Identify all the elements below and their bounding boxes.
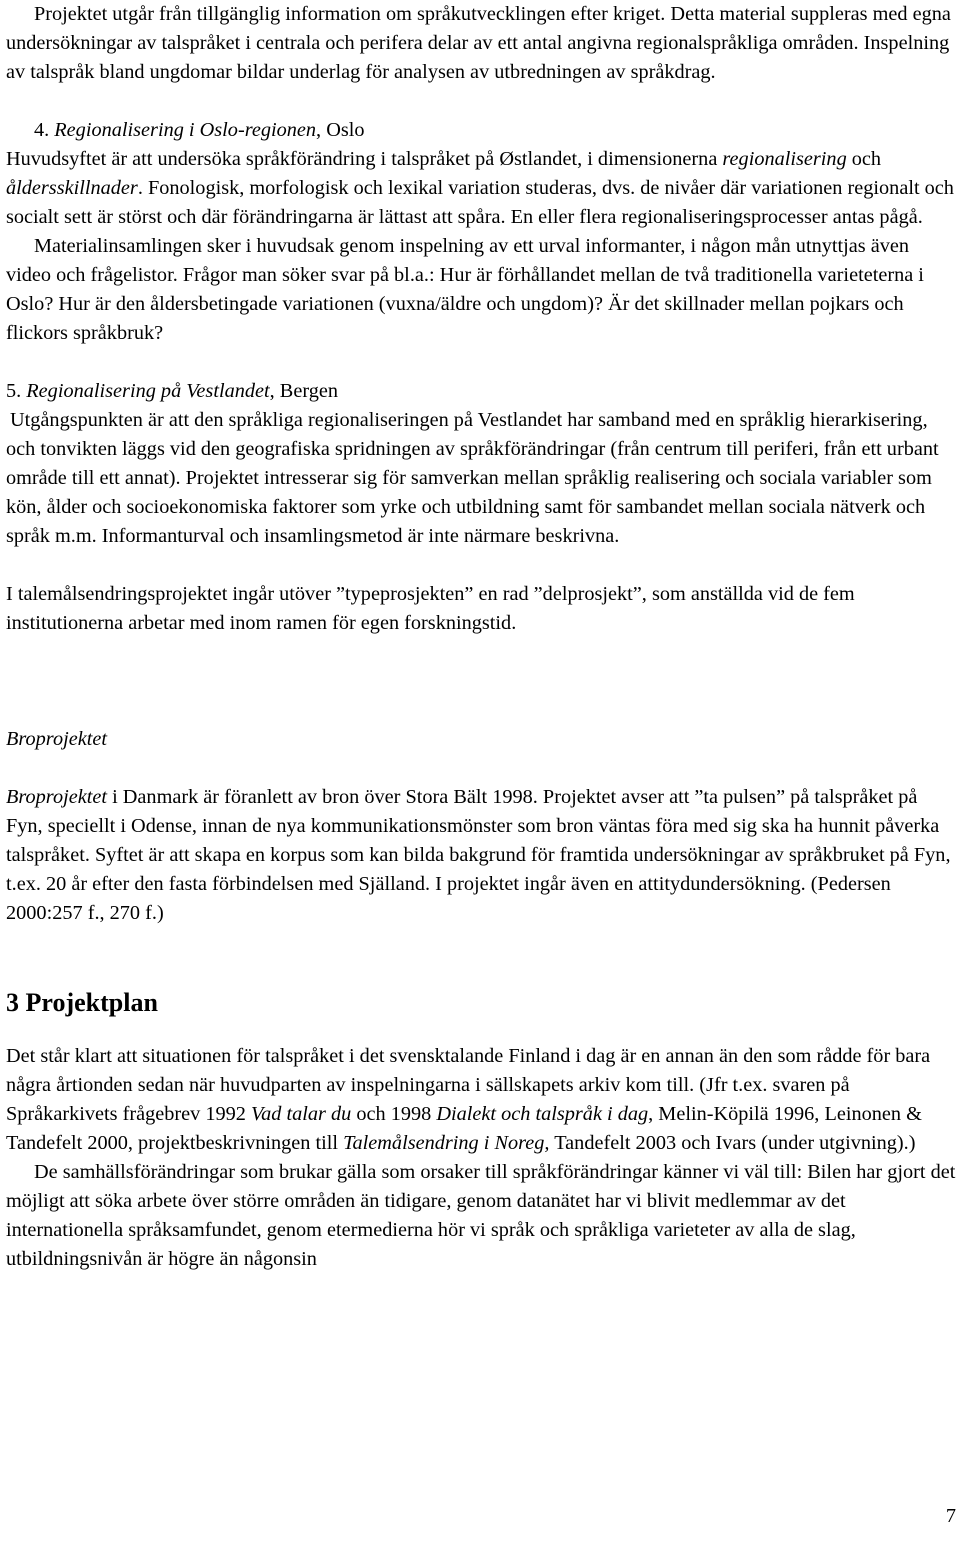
item-4-number: 4. — [34, 119, 50, 141]
section-3-paragraph-2: De samhällsförändringar som brukar gälla som orsaker till språkförändringar känner vi väl till: Bilen har gjort det möjligt att söka arbete över större områden än tidigare, genom datanätet har vi blivit medlemmar av det internationella språksamfundet, genom etermedierna hör vi språk och språkliga varieteter av alla de slag, utbildningsnivån är högre än någonsin — [6, 1161, 956, 1270]
item-5-number: 5. — [6, 380, 22, 402]
broprojektet-paragraph: Broprojektet i Danmark är föranlett av bron över Stora Bält 1998. Projektet avser att ”ta pulsen” på talspråket på Fyn, speciellt i Odense, innan de nya kommunikationsmönster som bron väntas föra med sig ska ha hunnit påverka talspråket. Syftet är att skapa en korpus som kan bilda bakgrund för framtida undersökningar av språkbruket på Fyn, t.ex. 20 år efter den fasta förbindelsen med Själland. I projektet ingår även en attitydundersökning. (Pedersen 2000:257 f., 270 f.) — [6, 786, 951, 924]
item-5-paragraph: Utgångspunkten är att den språkliga regionaliseringen på Vestlandet har samband med en språklig hierarkisering, och tonvikten läggs vid den geografiska spridningen av språkförändringar (från centrum till periferi, från ett urbant område till ett annat). Projektet intresserar sig för samverkan mellan språklig realisering och sociala variabler som kön, ålder och socioekonomiska faktorer som yrke och utbildning samt för sambandet mellan sociala nätverk och språk m.m. Informanturval och insamlingsmetod är inte närmare beskrivna. — [6, 409, 939, 547]
item-4-paragraph-2: Materialinsamlingen sker i huvudsak genom inspelning av ett urval informanter, i någon mån utnyttjas även video och frågelistor. Frågor man söker svar på bl.a.: Hur är förhållandet mellan de två traditionella varieteterna i Oslo? Hur är den åldersbetingade variationen (vuxna/äldre och ungdom)? Är det skillnader mellan pojkars och flickors språkbruk? — [6, 235, 924, 344]
item-4-paragraph-1: Huvudsyftet är att undersöka språkförändring i talspråket på Østlandet, i dimensionerna regionalisering och åldersskillnader. Fonologisk, morfologisk och lexikal variation studeras, dvs. de nivåer där variationen regionalt och socialt sett är störst och där förändringarna är lättast att spåra. En eller flera regionaliseringsprocesser antas pågå. — [6, 148, 954, 228]
talemal-paragraph: I talemålsendringsprojektet ingår utöver ”typeprosjekten” en rad ”delprosjekt”, som anställda vid de fem institutionerna arbetar med inom ramen för egen forskningstid. — [6, 583, 855, 634]
intro-paragraph: Projektet utgår från tillgänglig information om språkutvecklingen efter kriget. Detta material suppleras med egna undersökningar av talspråket i centrala och perifera delar av ett antal angivna regionalspråkliga områden. Inspelning av talspråk bland ungdomar bildar underlag för analysen av utbredningen av språkdrag. — [6, 3, 951, 83]
item-4-title: Regionalisering i Oslo-regionen — [54, 119, 317, 141]
broprojektet-heading: Broprojektet — [6, 728, 107, 750]
item-5-place: , Bergen — [269, 380, 338, 402]
section-3-heading: 3 Projektplan — [6, 988, 158, 1017]
page-number: 7 — [945, 1505, 956, 1527]
item-4-heading — [6, 116, 956, 145]
item-4-place: , Oslo — [316, 119, 365, 141]
document-page — [6, 0, 956, 1274]
section-3-paragraph-1: Det står klart att situationen för talspråket i det svensktalande Finland i dag är en annan än den som rådde för bara några årtionden sedan när huvudparten av inspelningarna i sällskapets arkiv kom till. (Jfr t.ex. svaren på Språkarkivets frågebrev 1992 Vad talar du och 1998 Dialekt och talspråk i dag, Melin-Köpilä 1996, Leinonen & Tandefelt 2000, projektbeskrivningen till Talemålsendring i Noreg, Tandefelt 2003 och Ivars (under utgivning).) — [6, 1045, 931, 1154]
item-5-heading — [6, 377, 956, 406]
item-5-title: Regionalisering på Vestlandet — [26, 380, 270, 402]
